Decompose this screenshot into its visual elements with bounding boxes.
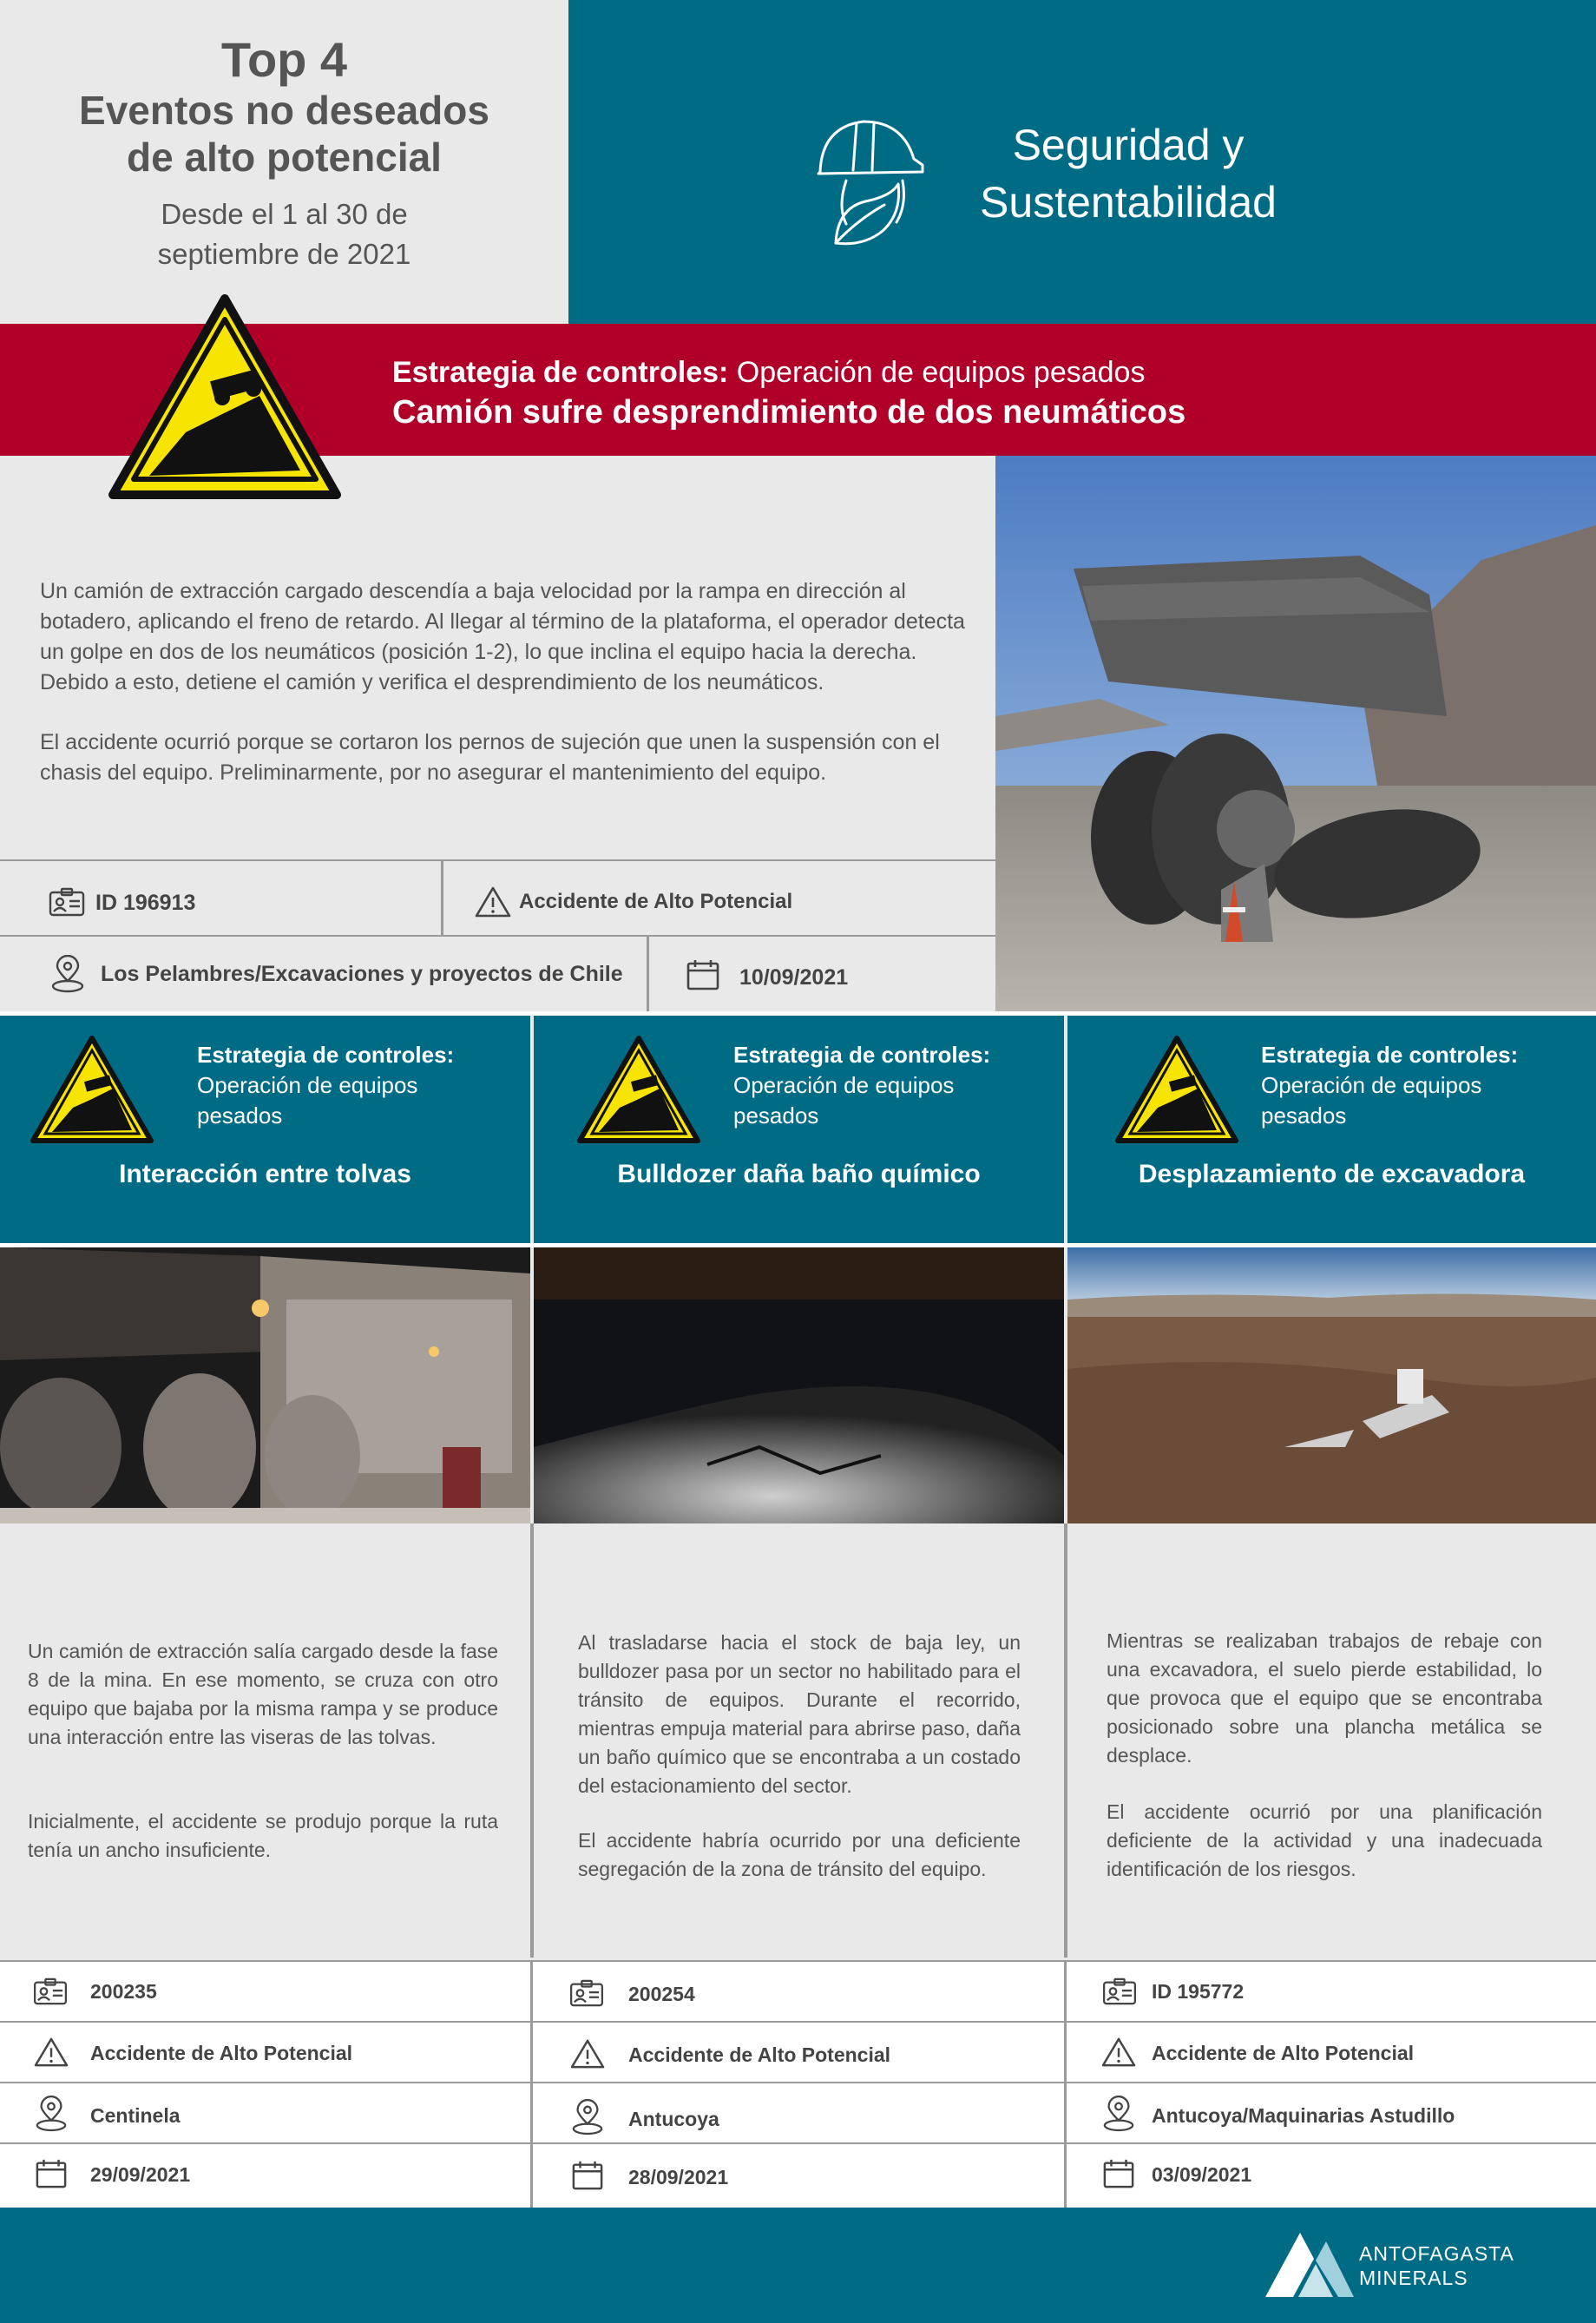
card-1-photo [0,1247,530,1523]
card-2-warning-triangle-icon [569,2038,606,2070]
card-1-type: Accidente de Alto Potencial [90,2042,353,2064]
header-title-line1: Eventos no deseados [79,88,489,133]
antofagasta-logo-icon [1262,2228,1357,2300]
info-row-line-2 [0,2082,1596,2083]
featured-strategy [392,356,1145,390]
featured-divider-mid [0,935,995,937]
card-3-paragraph-1: Mientras se realizaban trabajos de rebaje con una excavadora, el suelo pierde estabilidad, lo que provoca que el equipo que se encontraba posicionado sobre una plancha metálica se desplace. [1107,1629,1542,1767]
card-3-strategy-label: Estrategia de controles: [1261,1042,1519,1068]
calendar-icon [686,958,720,991]
featured-location: Los Pelambres/Excavaciones y proyectos de Chile [101,962,623,986]
header-date-line2: septiembre de 2021 [157,238,411,270]
card-3-type: Accidente de Alto Potencial [1152,2042,1415,2064]
header-title-line2: de alto potencial [127,135,442,180]
card-3-strategy-value-line2: pesados [1261,1102,1347,1129]
card-3-title: Desplazamiento de excavadora [1138,1160,1526,1188]
card-3-warning-truck-icon [1114,1035,1239,1146]
card-1-paragraph-2: Inicialmente, el accidente se produjo porque la ruta tenía un ancho insuficiente. [28,1810,498,1861]
card-3-id: ID 195772 [1152,1980,1245,2003]
header-top-label: Top 4 [220,32,348,87]
card-3-location-pin-icon [1102,2096,1135,2132]
card-1-paragraph-1: Un camión de extracción salía cargado desde la fase 8 de la mina. En ese momento, se cruza con otro equipo que bajaba por la misma rampa y se produce una interacción entre las viseras de las tolvas. [28,1640,498,1748]
info-row-line-3 [0,2142,1596,2144]
cards-info-band [0,1960,1596,2208]
card-1-warning-truck-icon [30,1035,154,1146]
featured-strategy-value: Operación de equipos pesados [736,356,1146,389]
card-1-date: 29/09/2021 [90,2163,191,2186]
card-1-strategy-value-line2: pesados [197,1102,283,1129]
card-divider-1 [530,1523,534,1958]
footer-brand-line2: MINERALS [1359,2267,1468,2289]
card-3-warning-triangle-icon [1100,2037,1137,2068]
helmet-leaf-icon [811,111,933,250]
info-row-line-0 [0,1960,1596,1962]
card-2-id: 200254 [628,1983,695,2005]
featured-id: ID 196913 [95,891,196,915]
featured-divider-v1 [441,859,443,935]
card-1-id: 200235 [90,1980,157,2003]
featured-date: 10/09/2021 [739,965,849,990]
card-2-location-pin-icon [571,2099,604,2135]
card-2-strategy [733,1040,990,1131]
featured-paragraph-2: El accidente ocurrió porque se cortaron los pernos de sujeción que unen la suspensión con el chasis del equipo. Preliminarmente, por no asegurar el mantenimiento del equipo. [40,730,940,785]
card-3-id-card-icon [1102,1978,1137,2005]
featured-title: Camión sufre desprendimiento de dos neumáticos [392,394,1186,431]
card-3-photo [1067,1247,1596,1523]
card-1-strategy [197,1040,454,1131]
card-3-calendar-icon [1102,2158,1135,2189]
featured-divider-v2 [647,935,649,1013]
card-3-date: 03/09/2021 [1152,2163,1252,2186]
card-1-location-pin-icon [35,2096,68,2132]
card-2-type: Accidente de Alto Potencial [628,2043,891,2066]
location-pin-icon [50,955,85,993]
featured-divider-top [0,859,995,861]
card-3-strategy-value-line1: Operación de equipos [1261,1072,1482,1098]
info-col-line-1 [530,1960,533,2208]
card-1-strategy-value-line1: Operación de equipos [197,1072,418,1098]
footer-brand-line1: ANTOFAGASTA [1359,2242,1514,2265]
featured-type: Accidente de Alto Potencial [519,890,793,913]
card-2-id-card-icon [569,1979,604,2007]
card-2-date: 28/09/2021 [628,2166,729,2188]
card-1-strategy-label: Estrategia de controles: [197,1042,455,1068]
card-2-calendar-icon [571,2160,604,2191]
section-title-line2: Sustentabilidad [980,178,1277,227]
card-2-strategy-label: Estrategia de controles: [733,1042,991,1068]
card-3-paragraph-2: El accidente ocurrió por una planificación deficiente de la actividad y una inadecuada identificación de los riesgos. [1107,1800,1542,1880]
footer-brand [1359,2241,1514,2290]
featured-paragraph-1: Un camión de extracción cargado descendía a baja velocidad por la rampa en dirección al botadero, aplicando el freno de retardo. Al llegar al término de la plataforma, el operador detecta un golpe en dos de los neumáticos (posición 1-2), lo que inclina el equipo hacia la derecha. Debido a esto, detiene el camión y verifica el desprendimiento de los neumáticos. [40,579,965,694]
card-2-paragraph-2: El accidente habría ocurrido por una deficiente segregación de la zona de tránsito del equipo. [578,1829,1021,1880]
card-1-location: Centinela [90,2104,181,2127]
card-3-strategy [1261,1040,1518,1131]
featured-strategy-label: Estrategia de controles: [392,356,729,389]
card-2-photo [534,1247,1064,1523]
info-col-line-2 [1064,1960,1067,2208]
card-1-calendar-icon [35,2158,68,2189]
card-1-warning-triangle-icon [33,2037,69,2068]
card-2-paragraph-1: Al trasladarse hacia el stock de baja ley, un bulldozer pasa por un sector no habilitado para el tránsito de equipos. Durante el recorrido, mientras empuja material para abrirse paso, daña un baño químico que se encontraba a un costado del estacionamiento del sector. [578,1631,1021,1797]
info-row-line-1 [0,2021,1596,2023]
warning-truck-icon [108,293,342,502]
card-2-strategy-value-line1: Operación de equipos [733,1072,955,1098]
warning-triangle-icon [474,885,512,918]
section-title [963,116,1293,231]
id-card-icon [49,887,85,917]
section-title-line1: Seguridad y [1012,121,1245,169]
card-1-id-card-icon [33,1978,68,2005]
card-divider-2 [1064,1523,1067,1958]
featured-photo [995,456,1596,1011]
card-1-title: Interacción entre tolvas [119,1160,411,1188]
card-3-location: Antucoya/Maquinarias Astudillo [1152,2104,1455,2127]
card-2-warning-truck-icon [576,1035,701,1146]
card-2-location: Antucoya [628,2108,719,2130]
header-date-line1: Desde el 1 al 30 de [161,198,408,230]
card-2-strategy-value-line2: pesados [733,1102,819,1129]
card-2-title: Bulldozer daña baño químico [617,1160,981,1188]
